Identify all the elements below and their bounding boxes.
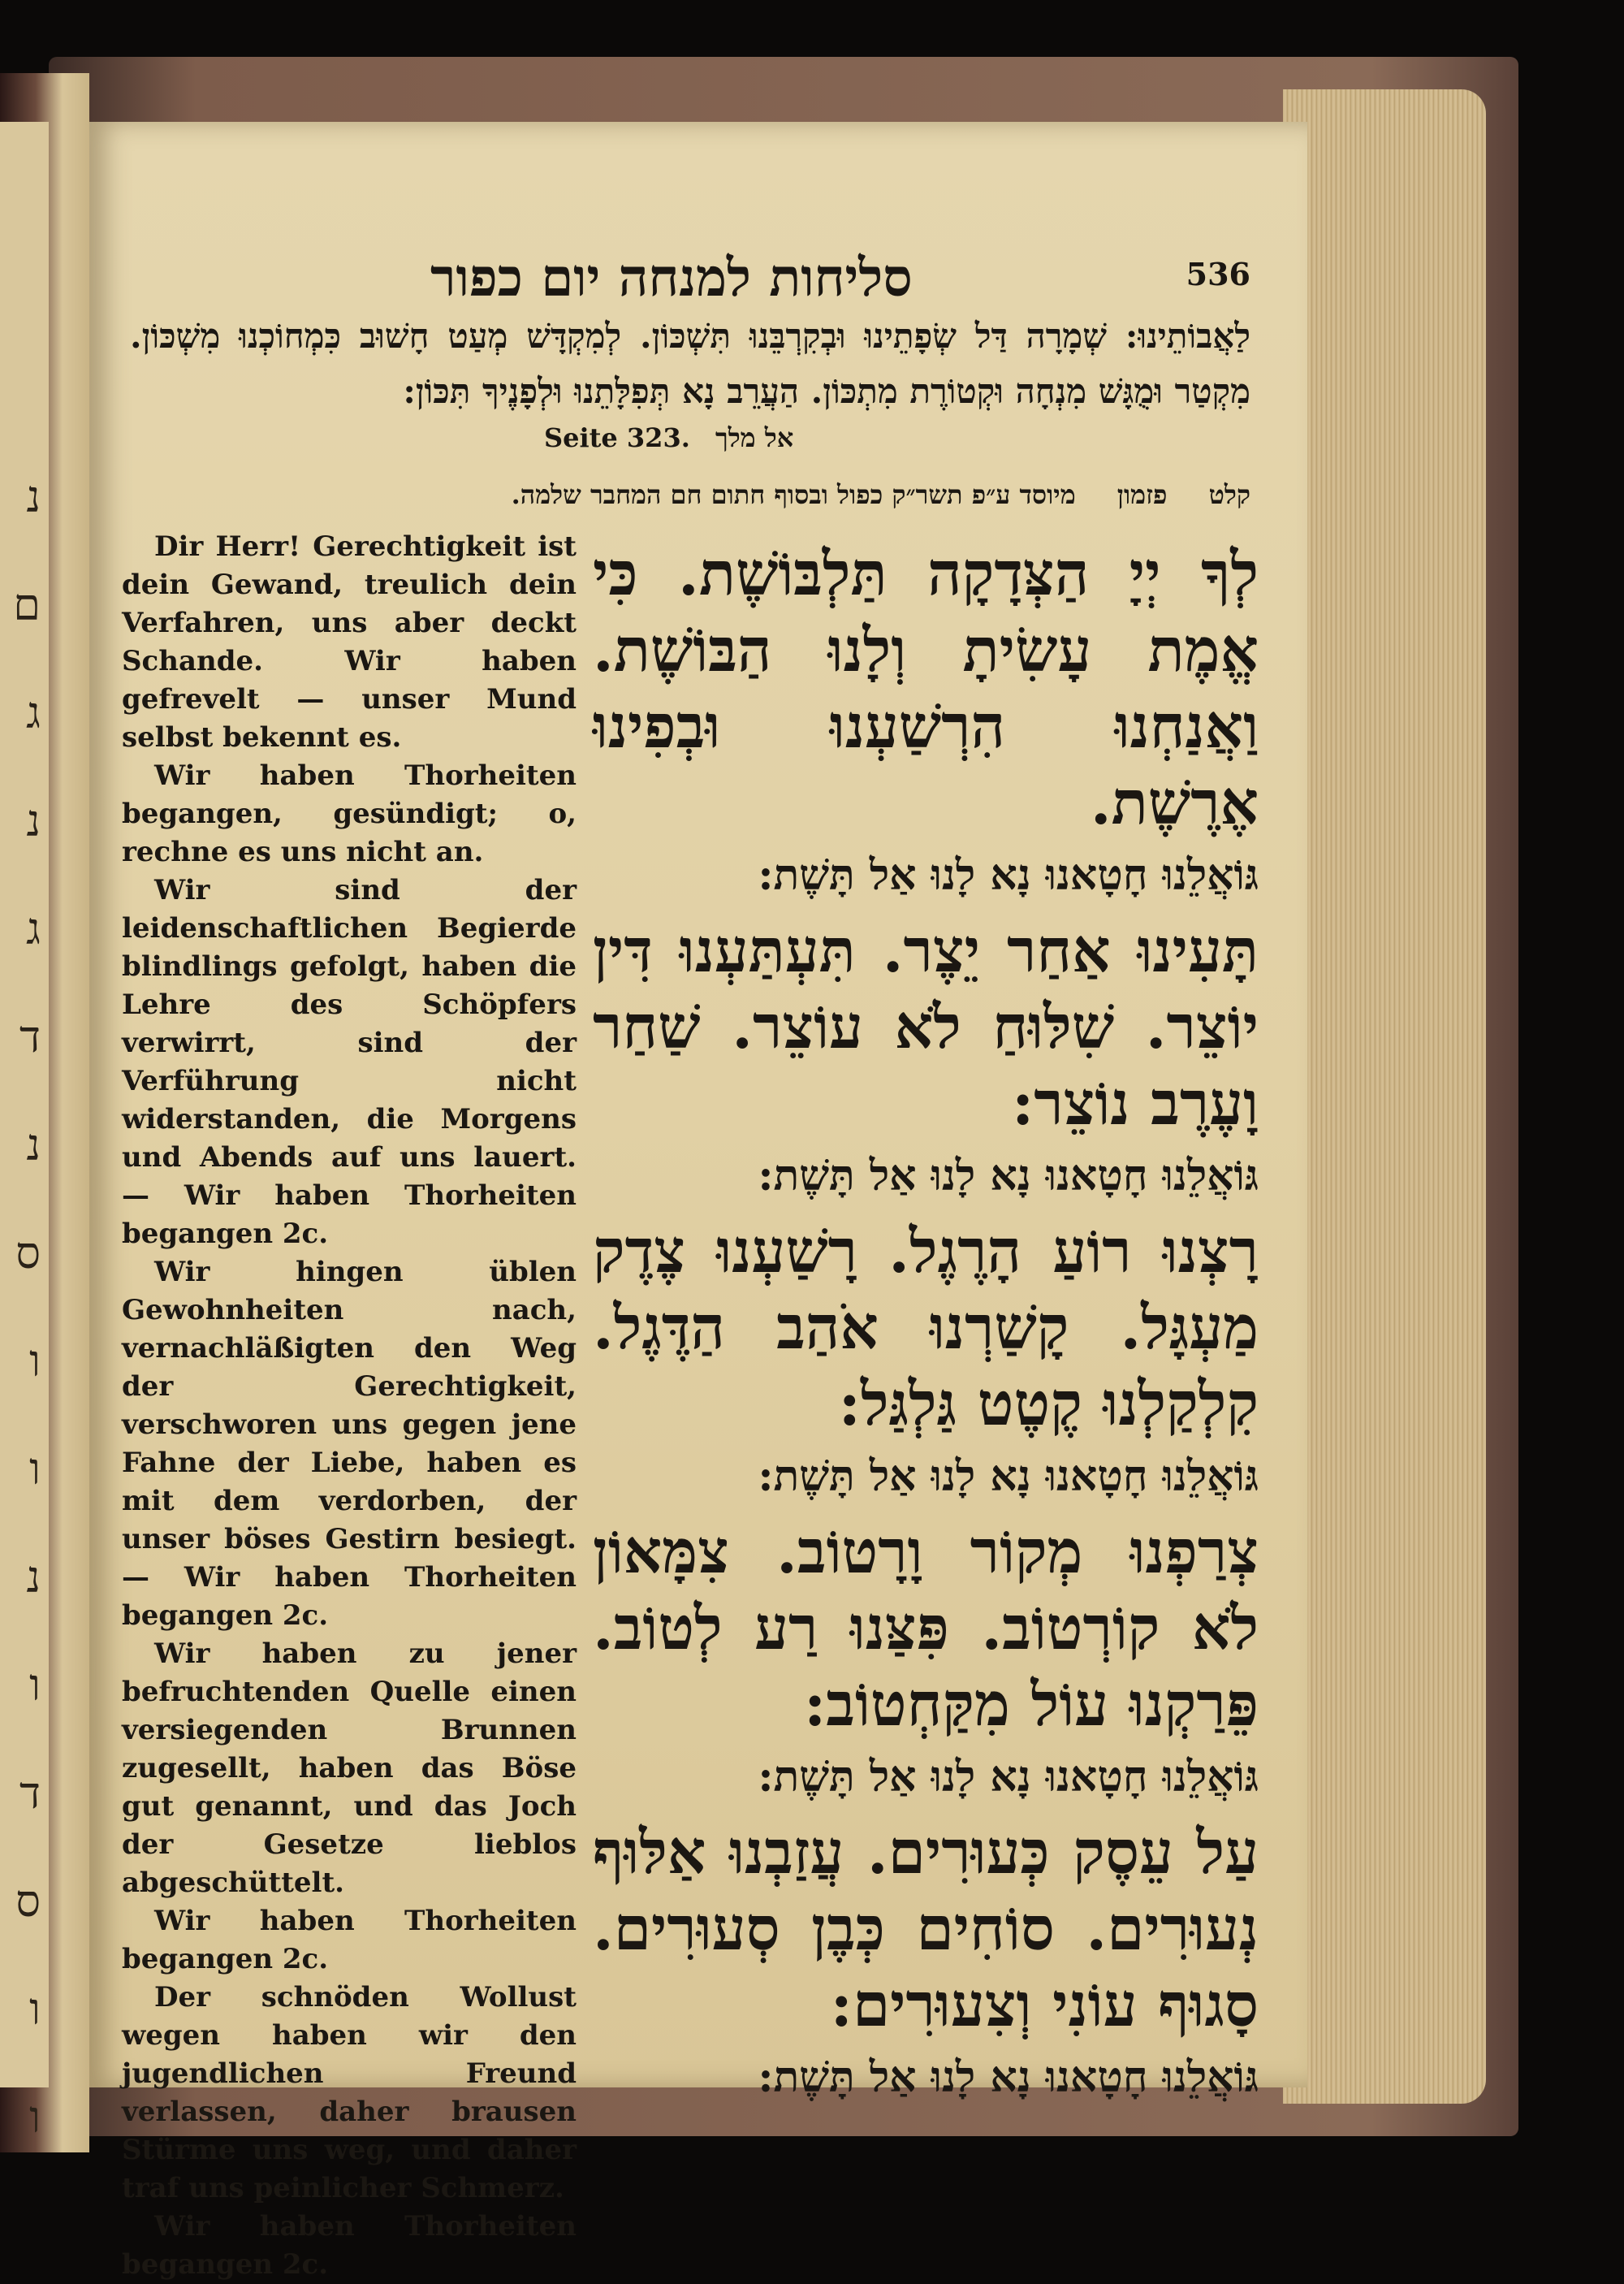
refrain-4: גּוֹאֲלֵנוּ חָטָאנוּ נָא לָנוּ אַל תָּשֶׁת: — [758, 1752, 1259, 1802]
meta-label-2: פזמון — [1116, 479, 1168, 510]
stanza-5: עַל עֵסֶק כְּעוּרִים. עֲזַבְנוּ אַלּוּף נְעוּרִים. סוֹחִים כְּבֶן סְעוּרִים. סָגוּף עוֹנִי וְצִעוּרִים: — [593, 1818, 1259, 2040]
previous-page-letter: ו — [29, 1335, 41, 1386]
previous-page-letter: ו — [29, 1659, 41, 1711]
previous-page-letter: ד — [19, 1011, 41, 1062]
running-title: סליחות למנחה יום כפור — [430, 248, 913, 309]
german-paragraph: Wir hingen üblen Gewohnheiten nach, vernachläßigten den Weg der Gerechtigkeit, verschworen uns gegen jene Fahne der Liebe, haben es mit dem verdorben, der unser böses Gestirn besiegt. — Wir haben Thorheiten begangen 2c. — [122, 1256, 577, 1632]
page-edges — [1283, 89, 1486, 2104]
previous-page-letter: ס — [15, 1875, 41, 1927]
german-paragraph: Wir haben zu jener befruchtenden Quelle einen versiegenden Brunnen zugesellt, haben das Böse gut genannt, und das Joch der Gesetze lieblos abgeschüttelt. — [122, 1637, 577, 1899]
german-translation-column — [122, 528, 577, 2284]
piyyut-meta — [300, 479, 1250, 510]
seite-hebrew: אל מלך — [715, 422, 794, 453]
previous-page-letter: נ — [26, 795, 41, 846]
refrain-5: גּוֹאֲלֵנוּ חָטָאנוּ נָא לָנוּ אַל תָּשֶׁת: — [758, 2053, 1259, 2102]
german-paragraph: Wir haben Thorheiten begangen 2c. — [122, 1905, 577, 1975]
intro-text: לַאֲבוֹתֵינוּ: שְׁמָרָה דַּל שְׂפָתֵינוּ וּבְקִרְבֵּנוּ תִּשְׁכּוֹן. לְמִקְדָּשׁ מְעַט חָשׁוּב כִּמְחוֹכְנוּ מִשְׁכּוֹן. מִקְטַר וּמֻגָּשׁ מִנְחָה וּקְטוֹרֶת מִתְכּוֹן. הַעֲרֵב נָא תְּפִלָּתֵנוּ וּלְפָנֶיךָ תִּכּוֹן: — [130, 316, 1250, 411]
seite-german: Seite 323. — [544, 422, 690, 453]
previous-page-letter: נ — [26, 471, 41, 522]
german-paragraph: Wir haben Thorheiten begangen 2c. — [122, 2210, 577, 2281]
previous-page-letter: ד — [19, 1767, 41, 1819]
seite-reference — [544, 422, 793, 453]
stanza-2: תָּעִינוּ אַחַר יֵצֶר. תִּעְתַּעְנוּ דִּין יוֹצֵר. שִׁלּוּחַ לֹא עוֹצֵר. שַׁחַר וָעֶרֶב נוֹצֵר: — [593, 916, 1259, 1139]
german-paragraph: Der schnöden Wollust wegen haben wir den jugendlichen Freund verlassen, daher brausen Stürme uns weg, und daher traf uns peinlicher Schmerz. — [122, 1981, 577, 2204]
previous-page-letter: ג — [26, 687, 41, 738]
german-paragraph: Dir Herr! Gerechtigkeit ist dein Gewand, treulich dein Verfahren, uns aber deckt Schande. Wir haben gefrevelt — unser Mund selbst bekennt es. — [122, 530, 577, 754]
hebrew-column — [593, 536, 1259, 2115]
previous-page-letter: ו — [29, 1983, 41, 2035]
previous-page-letter: ס — [15, 1227, 41, 1278]
previous-page-letter: ג — [26, 903, 41, 954]
previous-page-letter: ו — [29, 2092, 41, 2143]
stanza-4: צְרַפְנוּ מְקוֹר וָרָטוֹב. צִמָּאוֹן לֹא קוֹרְטוֹב. פִּצַּנוּ רַע לְטוֹב. פֵּרַקְנוּ עוֹל מִקַּחְטוֹב: — [593, 1517, 1259, 1740]
previous-page-letter: ם — [13, 579, 41, 630]
german-paragraph: Wir sind der leidenschaftlichen Begierde blindlings gefolgt, haben die Lehre des Schöpfers verwirrt, sind der Verführung nicht widerstanden, die Morgens und Abends auf uns lauert. — Wir haben Thorheiten begangen 2c. — [122, 874, 577, 1250]
german-paragraph: Wir haben Thorheiten begangen, gesündigt; o, rechne es uns nicht an. — [122, 759, 577, 868]
stanza-3: רָצְנוּ רוֹעַ הָרֶגֶל. רָשַׁעְנוּ צֶדֶק מַעְגָּל. קָשַׁרְנוּ אֹהַב הַדֶּגֶל. קִלְקַלְנוּ קֶטֶט גַּלְגַּל: — [593, 1217, 1259, 1439]
meta-label-1: קלט — [1208, 479, 1250, 510]
refrain-1: גּוֹאֲלֵנוּ חָטָאנוּ נָא לָנוּ אַל תָּשֶׁת: — [758, 850, 1259, 900]
previous-page-letter: ו — [29, 1443, 41, 1495]
refrain-3: גּוֹאֲלֵנוּ חָטָאנוּ נָא לָנוּ אַל תָּשֶׁת: — [758, 1451, 1259, 1501]
stanza-1: לְךָ יְיָ הַצְּדָקָה תַּלְבּוֹשֶׁת. כִּי אֱמֶת עָשִׂיתָ וְלָנוּ הַבּוֹשֶׁת. וַאֲנַחְנוּ הִרְשַׁעְנוּ וּבְפִינוּ אֶרֶשֶׁת. — [593, 539, 1259, 838]
previous-page-letter: נ — [26, 1119, 41, 1170]
previous-page-strip — [0, 122, 49, 2143]
previous-page-letters — [0, 471, 41, 2143]
page-number: 536 — [1186, 256, 1250, 292]
book-page — [89, 122, 1307, 2281]
meta-note: מיוסד ע״פ תשר״ק כפול ובסוף חתום חם המחבר שלמה. — [511, 479, 1076, 510]
refrain-2: גּוֹאֲלֵנוּ חָטָאנוּ נָא לָנוּ אַל תָּשֶׁת: — [758, 1151, 1259, 1200]
previous-page-letter: נ — [26, 1551, 41, 1603]
